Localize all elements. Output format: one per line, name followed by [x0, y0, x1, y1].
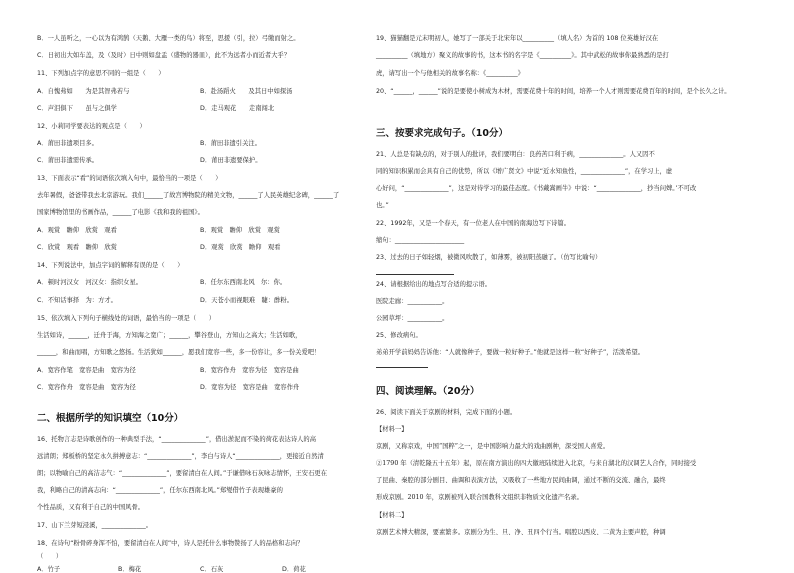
- q15-line-2: ______，和曲而唱，方知歌之悠扬。生活犹如______，愿我们宽容一些，多一份容让，多一份关爱吧！: [37, 349, 321, 356]
- q25-answer-line: [376, 361, 428, 368]
- q11-option-c: C．声泪俱下 虽与之俱学: [37, 105, 117, 112]
- q12-option-b: B．莆田非遗引关注。: [200, 140, 261, 147]
- q12-option-c: C．莆田非遗需传承。: [37, 157, 99, 164]
- q21-line-4: 也。”: [376, 202, 389, 209]
- q18-option-a: A．竹子: [37, 566, 61, 573]
- q12-option-a: A．莆田非遗项目多。: [37, 140, 98, 147]
- material-1-label: 【材料一】: [376, 426, 408, 433]
- q13-option-c: C．欣赏 观看 瞻仰 欣赏: [37, 244, 117, 251]
- q22-answer: 缩句：______________________: [376, 237, 465, 244]
- q20: 20、“______，______”说的是要使小树成为木材，需要花费十年的时间，培养一个人才则需要花费百年的时间，是个长久之计。: [376, 88, 731, 95]
- q13-line-1: 去年暑假，爸爸带我去北京游玩。我们______了故宫博物院的精美文物，______了人民英雄纪念碑，______了: [37, 192, 340, 199]
- q26-stem: 26、阅读下面关于京剧的材料，完成下面的小题。: [376, 409, 517, 416]
- q16-line-5: 个性品质，又有利于自己的中国风骨。: [37, 504, 145, 511]
- q16-line-3: 朗；以物喻自己的高洁志气：“______________”，要留清白在人间。”于谦借咏石灰咏志情怀，王安石更在: [37, 470, 327, 477]
- q13-option-d: D．观赏 欣赏 瞻仰 观看: [200, 244, 281, 251]
- q22-stem: 22、1992年，又是一个春天，有一位老人在中国的南海边写下诗篇。: [376, 220, 571, 227]
- q15-option-b: B．宽容作舟 宽容为径 宽容是曲: [200, 367, 299, 374]
- q13-option-b: B．观赏 瞻仰 欣赏 观赏: [200, 227, 280, 234]
- q12-stem: 12、小莉同学要表达的观点是（ ）: [37, 123, 146, 130]
- q11-option-b: B．赴汤蹈火 及其日中如探汤: [200, 88, 293, 95]
- q19-line-1: 19、猫猫翻是元末明初人，她写了一部关于北宋年以__________（填人名）为首的 108 位英雄好汉在: [376, 35, 659, 42]
- q14-option-d: D．天苍小而视眼难 睫：酢粉。: [200, 297, 294, 304]
- q13-line-2: 国家博物馆里的书画作品，______了电影《我和我的祖国》。: [37, 209, 204, 216]
- q10-option-c: C．日初出大如车盖，及（及时）日中则如盘盂（盛物的器皿），此不为远者小而近者大乎？: [37, 52, 291, 59]
- q16-line-4: 我，利略自己的清高志向：“______________”，任尔东西南北风。”郑燮借竹子表现雄豪的: [37, 487, 283, 494]
- q23-stem: 23、过去的日子如轻烟，被微风吹散了，如薄雾，被初阳蒸融了。（仿写比喻句）: [376, 254, 602, 261]
- q15-option-a: A．宽容作笔 宽容是曲 宽容为径: [37, 367, 136, 374]
- section-4-heading: 四、阅读理解。（20分）: [376, 386, 480, 397]
- q10-option-b: B．一人虽听之，一心以为有鸿鹄（天鹅、大雁一类的鸟）将至，思援（引，拉）弓缴而射之。: [37, 35, 300, 42]
- q15-option-c: C．宽容作舟 宽容是曲 宽容为径: [37, 384, 136, 391]
- q11-option-a: A．自愧弗如 为是其智弗若与: [37, 88, 130, 95]
- q23-answer-line: [376, 268, 454, 275]
- material-1-para-2-line-3: 形成京剧。2010 年，京剧被列入联合国教科文组织非物质文化遗产名录。: [376, 494, 583, 501]
- q13-option-a: A．观赏 瞻仰 欣赏 观看: [37, 227, 117, 234]
- q13-stem: 13、下面表示“看”的词语依次填入句中，最恰当的一项是（ ）: [37, 175, 222, 182]
- q11-option-d: D．走马观花 走南闯北: [200, 105, 275, 112]
- q18-paren: （ ）: [37, 553, 63, 560]
- q14-stem: 14、下列说法中，加点字词的解释有误的是（ ）: [37, 262, 184, 269]
- q12-option-d: D．莆田非遗要保护。: [200, 157, 262, 164]
- q21-line-2: 同的知识积累而会具有自己的优势，所以《增广贤文》中说“近水知鱼性，______________”，在学习上，虚: [376, 168, 673, 175]
- q16-line-1: 16、托物言志是诗歌创作的一种典型手法，“______________”，借出淤泥而不染的荷花表达诗人的高: [37, 436, 317, 443]
- q18-option-b: B．梅花: [118, 566, 142, 573]
- q25-stem: 25、修改病句。: [376, 332, 422, 339]
- q21-line-1: 21、人总是有缺点的，对于别人的批评，我们要明白：良药苦口利于病，______________。人又因不: [376, 151, 655, 158]
- q18-option-d: D．荷花: [282, 566, 306, 573]
- material-2-para-1: 京剧艺术博大精深，要素繁多。京剧分为生、旦、净、丑四个行当。唱腔以西皮、二黄为主要声腔，种调: [376, 529, 666, 536]
- q19-line-2: __________（填地方）聚义的故事的书，这本书的名字是《__________》。其中武松的故事你最熟悉的是打: [376, 52, 669, 59]
- material-1-para-2-line-1: ②1790 年（清乾隆五十五年）起，原在南方演出的四大徽班陆续进入北京，与来自湖北的汉调艺人合作，同时接受: [376, 460, 697, 467]
- material-2-label: 【材料二】: [376, 512, 408, 519]
- q17: 17、山下兰芽短浸溪，______________。: [37, 522, 153, 529]
- section-2-heading: 二、根据所学的知识填空（10分）: [37, 413, 184, 424]
- material-1-para-2-line-2: 了昆曲、秦腔的部分剧目、曲调和表演方法，又吸收了一些地方民间曲调，通过不断的交流、融合，最终: [376, 477, 666, 484]
- q18-stem: 18、在诗句“粉骨碎身浑不怕，要留清白在人间”中，诗人是托什么事物赞扬了人的品格和志向？: [37, 540, 304, 547]
- section-3-heading: 三、按要求完成句子。（10分）: [376, 128, 508, 139]
- q15-option-d: D．宽容为径 宽容是曲 宽容作舟: [200, 384, 300, 391]
- q18-option-c: C．石灰: [200, 566, 224, 573]
- q11-stem: 11、下列加点字的意思不同的一组是（ ）: [37, 70, 165, 77]
- q14-option-a: A．顿时河汉女 河汉女：指织女星。: [37, 279, 143, 286]
- q14-option-c: C．不知话事择 为：方才。: [37, 297, 117, 304]
- q15-line-1: 生活如诗，______，迁舟于海，方知海之宽广；______，攀谷登山，方知山之高大；生活如歌，: [37, 332, 302, 339]
- material-1-para-1: 京剧，又称京戏，中国“国粹”之一，是中国影响力最大的戏曲剧种，深受国人喜爱。: [376, 443, 610, 450]
- q24-park: 公园草坪：___________。: [376, 315, 449, 322]
- q14-option-b: B．任尔东西南北风 尔：你。: [200, 279, 287, 286]
- q16-line-2: 远清朗；郑板桥的坚定永久拼搏意志：“______________”，李白与诗人“______________，更接近自然清: [37, 453, 324, 460]
- q19-line-3: 虎，请写出一个与他相关的故事名称：《__________》: [376, 70, 524, 77]
- q25-sentence: 弟弟开学前妈妈告诉他：“人就像种子，要做一粒好种子。”他就是这样一粒“好种子”，活泼希望。: [376, 349, 645, 356]
- q24-hospital: 医院走廊：___________。: [376, 298, 449, 305]
- q15-stem: 15、依次填入下列句子横线处的词语，最恰当的一项是（ ）: [37, 315, 216, 322]
- q21-line-3: 心好问，“______________”，这是对待学习的最佳态度。《书戴嵩画牛》中说：“______________，抄当问婢。’不可改: [376, 185, 697, 192]
- q24-stem: 24、请根据给出的地点写合适的提示语。: [376, 281, 492, 288]
